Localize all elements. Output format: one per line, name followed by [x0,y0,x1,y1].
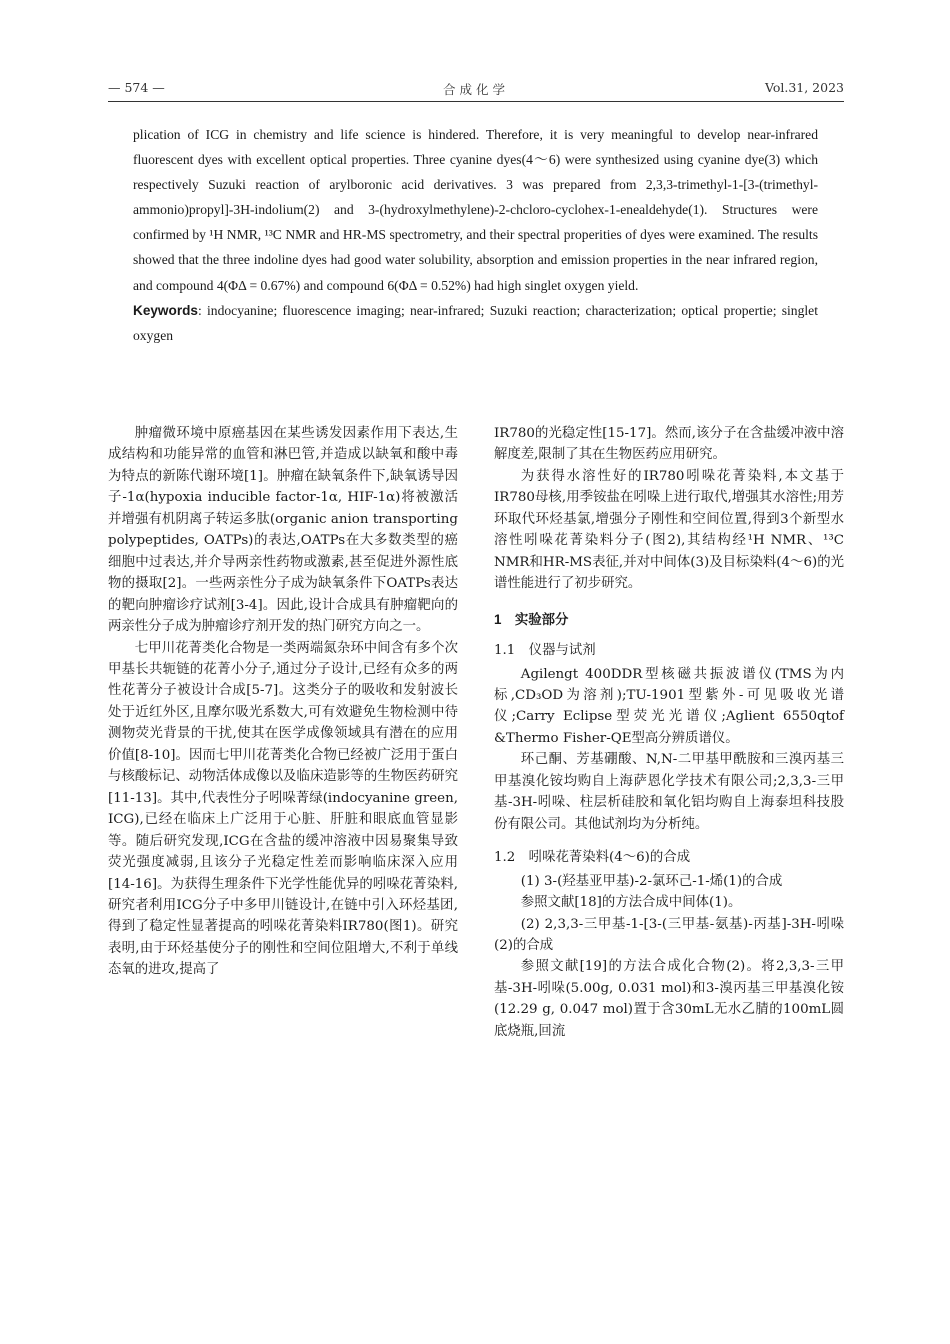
left-column [108,423,458,981]
page-number: — 574 — [108,80,165,95]
journal-title: 合成化学 [442,82,509,97]
intro-paragraph-3: 为获得水溶性好的IR780吲哚花菁染料,本文基于IR780母核,用季铵盐在吲哚上进行取代,增强其水溶性;用芳环取代环烃基氯,增强分子刚性和空间位置,得到3个新型水溶性吲哚花菁染料分子(图2),其结构经¹H NMR、¹³C NMR和HR-MS表征,并对中间体(3)及目标染料(4～6)的光谱性能进行了初步研究。 [494,468,844,592]
running-header [108,80,844,102]
synthesis-step-1-text: 参照文献[18]的方法合成中间体(1)。 [520,895,742,911]
header-rule [108,101,844,102]
subsection-synthesis: 1.2 吲哚花菁染料(4～6)的合成 [494,850,691,866]
keywords-line [133,298,818,348]
volume-info: Vol.31, 2023 [764,80,844,95]
reagents-paragraph: 环己酮、芳基硼酸、N,N-二甲基甲酰胺和三溴丙基三甲基溴化铵均购自上海萨恩化学技术有限公司;2,3,3-三甲基-3H-吲哚、柱层析硅胶和氧化铝均购自上海泰坦科技股份有限公司。其他试剂均为分析纯。 [494,752,844,832]
subsection-instruments: 1.1 仪器与试剂 [494,643,596,659]
synthesis-step-1-title: (1) 3-(羟基亚甲基)-2-氯环己-1-烯(1)的合成 [520,873,783,889]
keywords-text: : indocyanine; fluorescence imaging; near-infrared; Suzuki reaction; characterization; optical propertie; singlet oxygen [133,302,818,343]
intro-paragraph-2: 七甲川花菁类化合物是一类两端氮杂环中间含有多个次甲基长共轭链的花菁小分子,通过分子设计,已经有众多的两性花菁分子被设计合成[5-7]。这类分子的吸收和发射波长处于近红外区,且摩尔吸光系数大,可有效避免生物检测中待测物荧光背景的干扰,使其在医学成像领域具有潜在的应用价值[8-10]。因而七甲川花菁类化合物已经被广泛用于蛋白与核酸标记、动物活体成像以及临床造影等的生物医药研究[11-13]。其中,代表性分子吲哚菁绿(indocyanine green, ICG),已经在临床上广泛用于心脏、肝脏和眼底血管显影等。随后研究发现,ICG在含盐的缓冲溶液中因易聚集导致荧光强度减弱,且该分子光稳定性差而影响临床深入应用[14-16]。为获得生理条件下光学性能优异的吲哚花菁染料,研究者利用ICG分子中多甲川链设计,在链中引入环烃基团,得到了稳定性显著提高的吲哚花菁染料IR780(图1)。研究表明,由于环烃基使分子的刚性和空间位阻增大,不利于单线态氧的进攻,提高了 [108,640,458,978]
intro-continuation: IR780的光稳定性[15-17]。然而,该分子在含盐缓冲液中溶解度差,限制了其在生物医药应用研究。 [494,426,844,463]
synthesis-step-2-text: 参照文献[19]的方法合成化合物(2)。将2,3,3-三甲基-3H-吲哚(5.00g, 0.031 mol)和3-溴丙基三甲基溴化铵(12.29 g, 0.047 mol)置于含30mL无水乙腈的100mL圆底烧瓶,回流 [494,959,844,1039]
abstract-text: plication of ICG in chemistry and life science is hindered. Therefore, it is very meaningful to develop near-infrared fluorescent dyes with excellent optical properties. Three cyanine dyes(4～6) were synthesized using cyanine dye(3) which respectively Suzuki reaction of arylboronic acid derivatives. 3 was prepared from 2,3,3-trimethyl-1-[3-(trimethyl-ammonio)propyl]-3H-indolium(2) and 3-(hydroxylmethylene)-2-chcloro-cyclohex-1-enealdehyde(1). Structures were confirmed by ¹H NMR, ¹³C NMR and HR-MS spectrometry, and their spectral properities of dyes were examined. The results showed that the three indoline dyes had good water solubility, absorption and emission properties in the near infrared region, and compound 4(ΦΔ = 0.67%) and compound 6(ΦΔ = 0.52%) had high singlet oxygen yield. [133,127,818,293]
synthesis-step-2-title: (2) 2,3,3-三甲基-1-[3-(三甲基-氨基)-丙基]-3H-吲哚(2)的合成 [494,916,844,953]
keywords-label: Keywords [133,302,198,318]
right-column [494,423,844,1042]
section-heading-experimental: 1 实验部分 [494,611,569,627]
english-abstract [133,122,818,348]
instruments-paragraph: Agilengt 400DDR型核磁共振波谱仪(TMS为内标,CD₃OD为溶剂);TU-1901型紫外-可见吸收光谱仪;Carry Eclipse型荧光光谱仪;Aglient 6550qtof &Thermo Fisher-QE型高分辨质谱仪。 [494,666,844,746]
intro-paragraph-1: 肿瘤微环境中原癌基因在某些诱发因素作用下表达,生成结构和功能异常的血管和淋巴管,并造成以缺氧和酸中毒为特点的新陈代谢环境[1]。肿瘤在缺氧条件下,缺氧诱导因子-1α(hypoxia inducible factor-1α, HIF-1α)将被激活并增强有机阴离子转运多肽(organic anion transporting polypeptides, OATPs)的表达,OATPs在大多数类型的癌细胞中过表达,并介导两亲性药物或激素,甚至促进外源性底物的摄取[2]。一些两亲性分子成为缺氧条件下OATPs表达的靶向肿瘤诊疗试剂[3-4]。因此,设计合成具有肿瘤靶向的两亲性分子成为肿瘤诊疗剂开发的热门研究方向之一。 [108,426,458,635]
